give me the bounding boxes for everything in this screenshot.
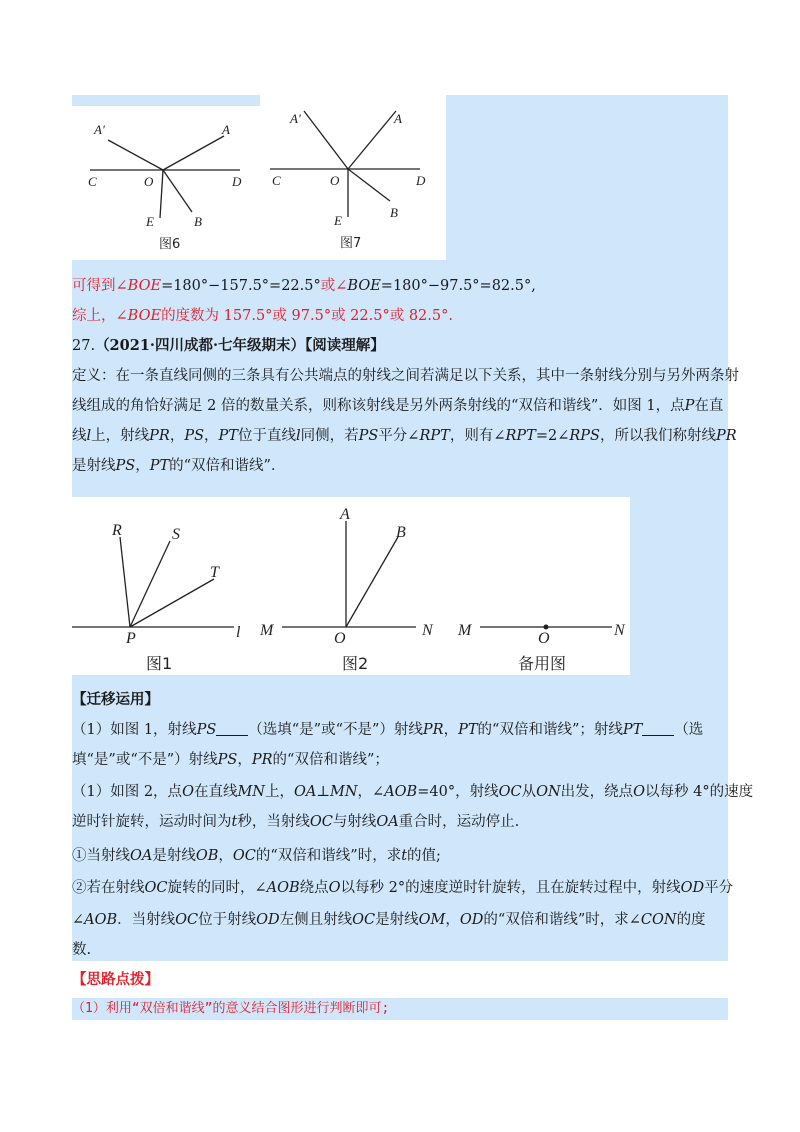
fig6-label-a-prime: A' bbox=[94, 122, 105, 137]
fig7-label-b: B bbox=[390, 205, 398, 220]
figure-6 bbox=[72, 106, 260, 260]
question-2-part-1: ①当射线OA是射线OB，OC的“双倍和谐线”时，求t的值; bbox=[72, 848, 441, 864]
definition-line-2: 线组成的角恰好满足 2 倍的数量关系，则称该射线是另外两条射线的“双倍和谐线”．如图 1，点P在直 bbox=[72, 398, 724, 414]
fig7-label-a: A bbox=[394, 111, 402, 126]
fig2-label-n: N bbox=[422, 622, 433, 639]
fig6-label-c: C bbox=[88, 174, 97, 189]
fig7-label-c: C bbox=[272, 173, 281, 188]
definition-line-4: 是射线PS，PT的“双倍和谐线”． bbox=[72, 458, 286, 474]
fig2-label-o: O bbox=[334, 630, 346, 647]
solution-line-2: 综上，∠BOE的度数为 157.5°或 97.5°或 22.5°或 82.5°. bbox=[72, 308, 453, 324]
fig3-label-o: O bbox=[538, 630, 550, 647]
fig1-label-p: P bbox=[126, 630, 136, 647]
definition-line-3: 线l上，射线PR，PS，PT位于直线l同侧，若PS平分∠RPT，则有∠RPT=2∠RPS，所以我们称射线PR bbox=[72, 428, 737, 444]
fig7-label-d: D bbox=[416, 173, 426, 188]
answer-blank-1[interactable] bbox=[216, 722, 248, 736]
figures-mid bbox=[72, 497, 630, 675]
solution-line-1: 可得到∠BOE=180°−157.5°=22.5°或∠BOE=180°−97.5°=82.5°, bbox=[72, 278, 536, 294]
fig2-label-a: A bbox=[340, 506, 350, 523]
question-1-line-2: 填“是”或“不是”）射线PS，PR的“双倍和谐线”； bbox=[72, 752, 389, 768]
fig6-label-e: E bbox=[146, 214, 154, 229]
fig1-label-r: R bbox=[112, 522, 122, 539]
fig2-caption: 图2 bbox=[342, 654, 369, 673]
question-2-line-2: 逆时针旋转，运动时间为t秒，当射线OC与射线OA重合时，运动停止. bbox=[72, 814, 520, 830]
fig6-label-b: B bbox=[194, 214, 202, 229]
figure-1 bbox=[72, 537, 234, 627]
answer-blank-2[interactable] bbox=[642, 722, 674, 736]
figure-7 bbox=[260, 95, 446, 260]
fig7-caption: 图7 bbox=[340, 236, 362, 251]
definition-line-1: 定义：在一条直线同侧的三条具有公共端点的射线之间若满足以下关系，其中一条射线分别与另外两条射 bbox=[72, 368, 739, 384]
fig3-point-o bbox=[544, 625, 549, 630]
fig1-label-l: l bbox=[236, 624, 241, 641]
question-2-part-2-line-1: ②若在射线OC旋转的同时，∠AOB绕点O以每秒 2°的速度逆时针旋转，且在旋转过程中，射线OD平分 bbox=[72, 880, 734, 896]
fig6-label-d: D bbox=[232, 174, 242, 189]
fig6-label-a: A bbox=[222, 122, 230, 137]
fig2-label-b: B bbox=[396, 524, 406, 541]
fig2-label-m: M bbox=[260, 622, 274, 639]
fig1-label-s: S bbox=[172, 526, 180, 543]
hint-heading: 【思路点拨】 bbox=[72, 971, 159, 988]
fig7-label-e: E bbox=[334, 213, 342, 228]
fig3-caption: 备用图 bbox=[518, 654, 567, 673]
fig1-caption: 图1 bbox=[146, 654, 173, 673]
question-2-part-2-line-3: 数. bbox=[72, 942, 92, 958]
hint-line-1: （1）利用“双倍和谐线”的意义结合图形进行判断即可; bbox=[72, 1001, 390, 1016]
fig6-caption: 图6 bbox=[159, 237, 181, 252]
fig1-label-t: T bbox=[210, 564, 219, 581]
fig3-label-m: M bbox=[458, 622, 472, 639]
fig6-label-o: O bbox=[144, 174, 154, 189]
fig7-label-o: O bbox=[330, 173, 340, 188]
question-2-line-1: （1）如图 2，点O在直线MN上，OA⊥MN，∠AOB=40°，射线OC从ON出发，绕点O以每秒 4°的速度 bbox=[72, 784, 754, 800]
question-1-line-1: （1）如图 1，射线PS （选填“是”或“不是”）射线PR，PT的“双倍和谐线”；射线PT （选 bbox=[72, 722, 704, 738]
fig3-label-n: N bbox=[614, 622, 625, 639]
question-2-part-2-line-2: ∠AOB．当射线OC位于射线OD左侧且射线OC是射线OM，OD的“双倍和谐线”时，求∠CON的度 bbox=[72, 912, 706, 928]
transfer-heading: 【迁移运用】 bbox=[72, 691, 159, 708]
fig7-label-a-prime: A' bbox=[290, 111, 301, 126]
problem-header: 27.（2021·四川成都·七年级期末）【阅读理解】 bbox=[72, 337, 385, 354]
